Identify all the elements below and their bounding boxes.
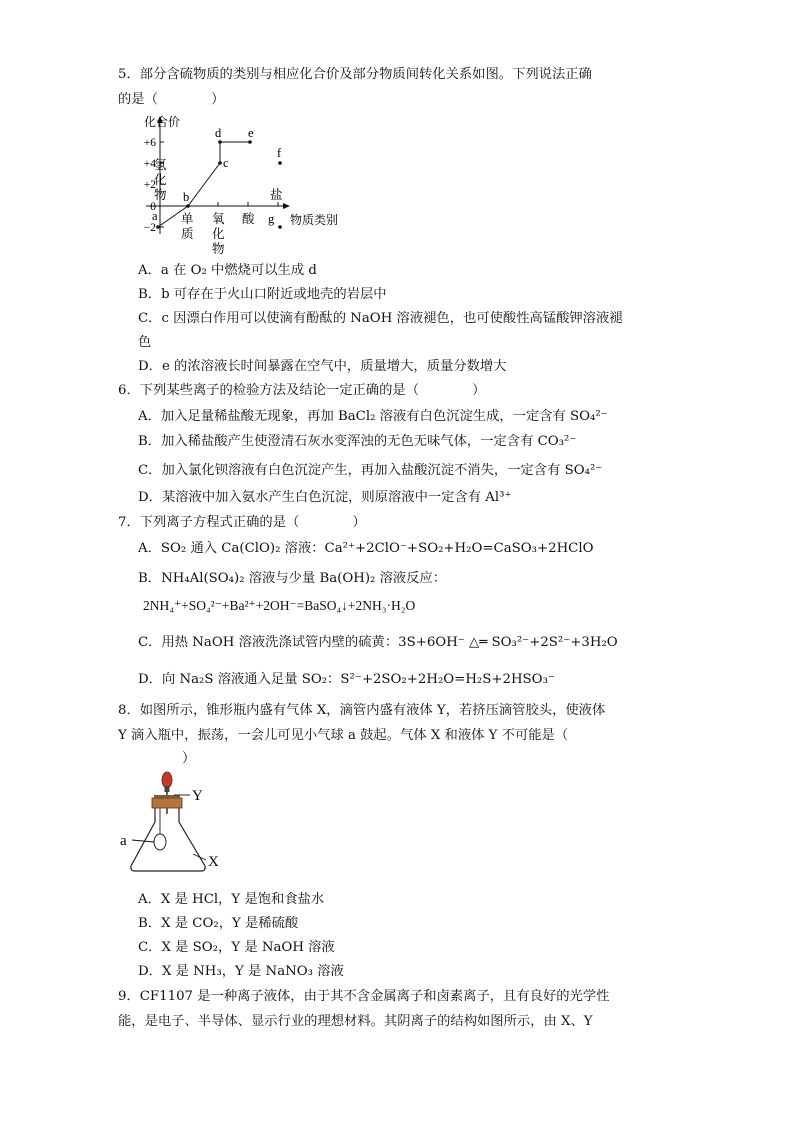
q5-option-d: D．e 的浓溶液长时间暴露在空气中，质量增大，质量分数增大	[138, 359, 507, 374]
q6-option-b: B．加入稀盐酸产生使澄清石灰水变浑浊的无色无味气体，一定含有 CO₃²⁻	[138, 434, 577, 449]
y-tick-zero: 0	[150, 201, 156, 213]
q7-option-c: C．用热 NaOH 溶液洗涤试管内壁的硫黄：3S+6OH⁻ △═ SO₃²⁻+2S²⁻+3H₂O	[138, 635, 618, 650]
y-tick-plus6: +6	[143, 137, 156, 149]
cat-hydride-2: 化	[154, 173, 167, 187]
y-axis-title: 化合价	[144, 115, 181, 129]
y-tick-minus2: −2	[143, 222, 156, 234]
q5-option-a: A．a 在 O₂ 中燃烧可以生成 d	[138, 263, 317, 278]
point-f: f	[277, 146, 282, 160]
q9-stem-line2: 能，是电子、半导体、显示行业的理想材料。其阴离子的结构如图所示，由 X、Y	[118, 1014, 593, 1029]
q9-stem-line1: 9．CF1107 是一种离子液体，由于其不含金属离子和卤素离子，且有良好的光学性	[118, 989, 610, 1004]
flask-apparatus-diagram	[118, 768, 228, 878]
sulfur-valence-chart	[118, 112, 358, 254]
q5-stem-line2: 的是（ ）	[118, 92, 225, 107]
label-x: X	[208, 854, 219, 870]
q6-option-c: C．加入氯化钡溶液有白色沉淀产生，再加入盐酸沉淀不消失，一定含有 SO₄²⁻	[138, 463, 603, 478]
q8-option-b: B．X 是 CO₂，Y 是稀硫酸	[138, 916, 299, 931]
point-c: c	[223, 156, 229, 170]
cat-salt: 盐	[270, 188, 283, 202]
cat-oxide-2: 化	[212, 227, 225, 241]
cat-hydride-3: 物	[154, 188, 167, 202]
label-a: a	[120, 833, 127, 849]
q7-option-a: A．SO₂ 通入 Ca(ClO)₂ 溶液：Ca²⁺+2ClO⁻+SO₂+H₂O=CaSO₃+2HClO	[138, 541, 594, 556]
cat-element-2: 质	[181, 227, 194, 241]
q8-option-a: A．X 是 HCl，Y 是饱和食盐水	[138, 892, 325, 907]
cat-oxide-3: 物	[212, 242, 225, 254]
y-tick-plus2: +2	[143, 179, 156, 191]
point-d: d	[215, 126, 222, 140]
point-a: a	[152, 209, 158, 223]
q7-option-b-equation: 2NH₄⁺+SO₄²⁻+Ba²⁺+2OH⁻=BaSO₄↓+2NH₃·H₂O	[143, 598, 416, 613]
q8-stem-line1: 8．如图所示，锥形瓶内盛有气体 X，滴管内盛有液体 Y，若挤压滴管胶头，使液体	[118, 703, 606, 718]
q5-option-c: C．c 因漂白作用可以使滴有酚酞的 NaOH 溶液褪色，也可使酸性高锰酸钾溶液褪	[138, 311, 623, 326]
point-e: e	[248, 126, 254, 140]
q5-option-b: B．b 可存在于火山口附近或地壳的岩层中	[138, 287, 387, 302]
q8-stem-line3: ）	[182, 751, 196, 766]
q6-option-a: A．加入足量稀盐酸无现象，再加 BaCl₂ 溶液有白色沉淀生成，一定含有 SO₄²⁻	[138, 409, 608, 424]
point-b: b	[183, 190, 190, 204]
q6-option-d: D．某溶液中加入氨水产生白色沉淀，则原溶液中一定含有 Al³⁺	[138, 490, 512, 505]
point-g: g	[268, 212, 275, 226]
q6-stem: 6．下列某些离子的检验方法及结论一定正确的是（ ）	[118, 383, 486, 398]
cat-oxide-1: 氧	[212, 212, 225, 226]
q7-stem: 7．下列离子方程式正确的是（ ）	[118, 515, 366, 530]
label-y: Y	[192, 788, 203, 804]
q8-stem-line2: Y 滴入瓶中，振荡，一会儿可见小气球 a 鼓起。气体 X 和液体 Y 不可能是（	[118, 728, 569, 743]
cat-element-1: 单	[181, 212, 194, 226]
q8-option-d: D．X 是 NH₃，Y 是 NaNO₃ 溶液	[138, 964, 344, 979]
x-axis-title: 物质类别	[290, 213, 339, 227]
y-tick-plus4: +4	[143, 158, 156, 170]
q5-stem-line1: 5．部分含硫物质的类别与相应化合价及部分物质间转化关系如图。下列说法正确	[118, 67, 592, 82]
cat-acid: 酸	[242, 212, 255, 226]
q7-option-b: B．NH₄Al(SO₄)₂ 溶液与少量 Ba(OH)₂ 溶液反应：	[138, 571, 447, 586]
cat-hydride-1: 氢	[154, 158, 167, 172]
q7-option-d: D．向 Na₂S 溶液通入足量 SO₂：S²⁻+2SO₂+2H₂O=H₂S+2HSO₃⁻	[138, 672, 555, 687]
q5-option-c-cont: 色	[138, 335, 152, 350]
q8-option-c: C．X 是 SO₂，Y 是 NaOH 溶液	[138, 940, 335, 955]
